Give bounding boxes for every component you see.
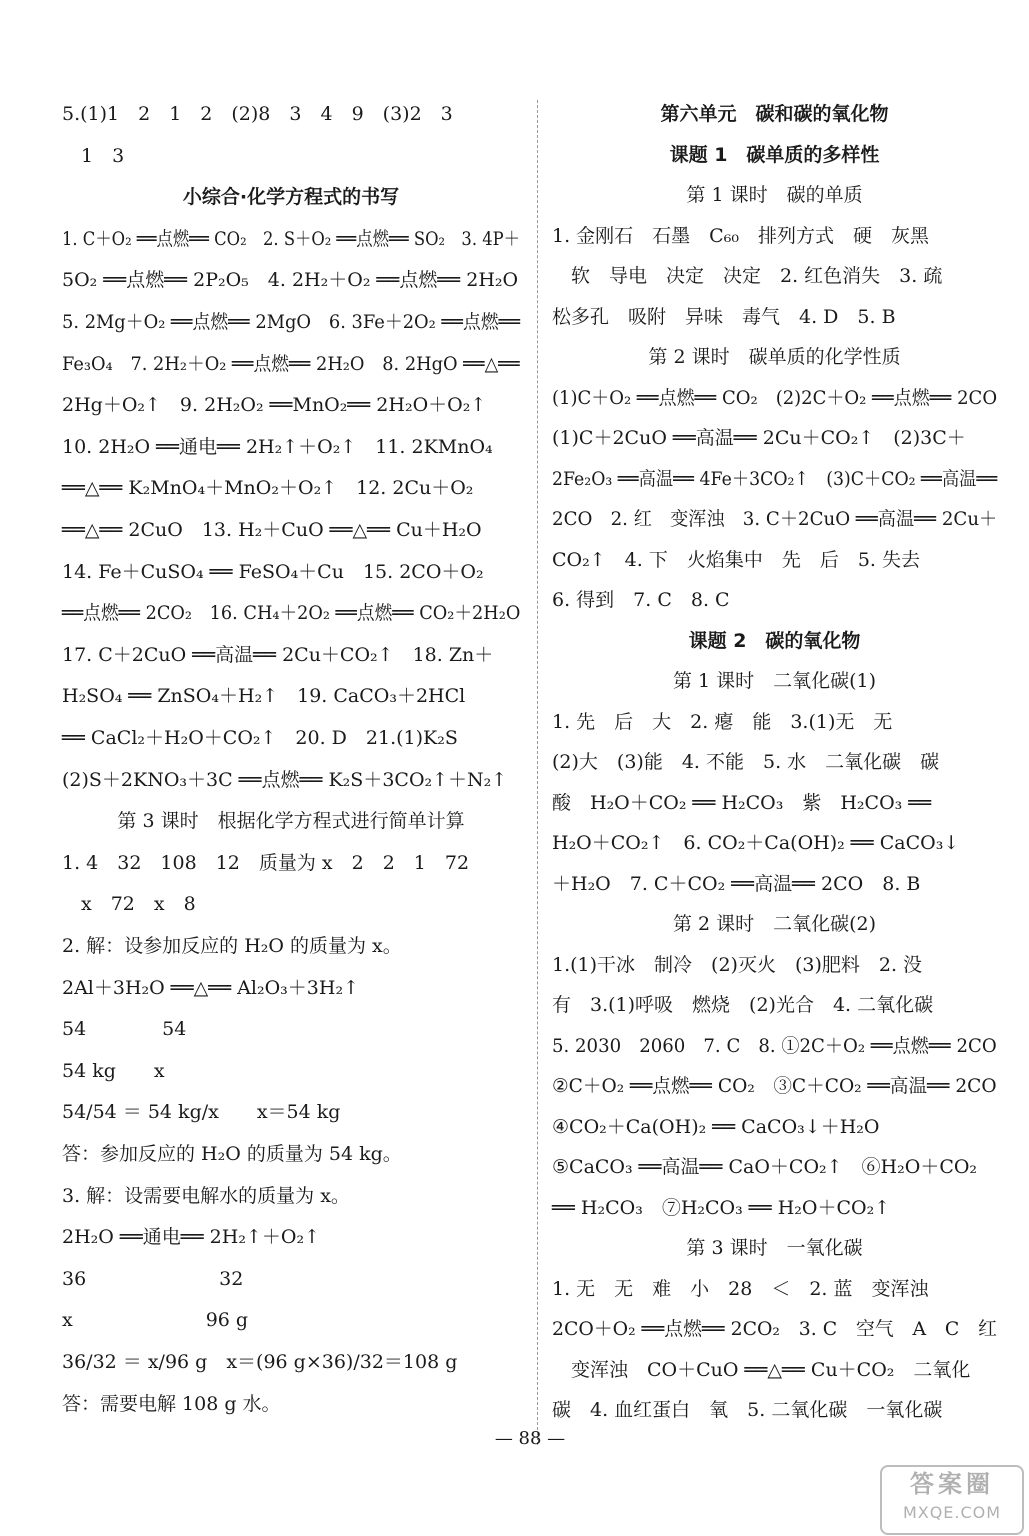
right-line: 变浑浊 CO＋CuO ══△══ Cu＋CO₂ 二氧化 bbox=[552, 1358, 971, 1381]
left-line: 1 3 bbox=[62, 144, 125, 167]
right-line: 第 1 课时 碳的单质 bbox=[686, 184, 863, 206]
left-line: Fe₃O₄ 7. 2H₂＋O₂ ══点燃══ 2H₂O 8. 2HgO ══△══ bbox=[62, 352, 520, 375]
right-line: (1)C＋O₂ ══点燃══ CO₂ (2)2C＋O₂ ══点燃══ 2CO bbox=[552, 386, 998, 409]
left-line: x 96 g bbox=[62, 1309, 249, 1332]
right-line: ④CO₂＋Ca(OH)₂ ══ CaCO₃↓＋H₂O bbox=[552, 1115, 880, 1138]
right-line: 软 导电 决定 决定 2. 红色消失 3. 疏 bbox=[552, 265, 943, 287]
left-line: 54 54 bbox=[62, 1018, 187, 1041]
left-line: 5.(1)1 2 1 2 (2)8 3 4 9 (3)2 3 bbox=[62, 103, 453, 125]
left-line: 第 3 课时 根据化学方程式进行简单计算 bbox=[117, 810, 465, 833]
left-line: 答：参加反应的 H₂O 的质量为 54 kg。 bbox=[62, 1143, 402, 1165]
watermark-logo bbox=[880, 1465, 1024, 1535]
right-line: 1. 金刚石 石墨 C₆₀ 排列方式 硬 灰黑 bbox=[552, 224, 929, 247]
right-line: 第六单元 碳和碳的氧化物 bbox=[660, 103, 889, 125]
left-line: 36 32 bbox=[62, 1267, 244, 1290]
left-line: 54/54 ＝ 54 kg/x x＝54 kg bbox=[62, 1101, 341, 1124]
right-line: 碳 4. 血红蛋白 氧 5. 二氧化碳 一氧化碳 bbox=[552, 1399, 943, 1421]
left-line: 1. C＋O₂ ══点燃══ CO₂ 2. S＋O₂ ══点燃══ SO₂ 3. 4P＋ bbox=[62, 227, 520, 250]
right-line: 1. 无 无 难 小 28 ＜ 2. 蓝 变浑浊 bbox=[552, 1277, 929, 1300]
right-line: 2CO＋O₂ ══点燃══ 2CO₂ 3. C 空气 A C 红 bbox=[552, 1318, 997, 1340]
left-line: 3. 解：设需要电解水的质量为 x。 bbox=[62, 1184, 350, 1207]
right-line: (1)C＋2CuO ══高温══ 2Cu＋CO₂↑ (2)3C＋ bbox=[552, 427, 966, 449]
left-line: 10. 2H₂O ══通电══ 2H₂↑＋O₂↑ 11. 2KMnO₄ bbox=[62, 435, 493, 458]
left-line: 5O₂ ══点燃══ 2P₂O₅ 4. 2H₂＋O₂ ══点燃══ 2H₂O bbox=[62, 269, 519, 292]
left-line: 2Hg＋O₂↑ 9. 2H₂O₂ ══MnO₂══ 2H₂O＋O₂↑ bbox=[62, 394, 487, 417]
right-line: 松多孔 吸附 异味 毒气 4. D 5. B bbox=[552, 305, 896, 328]
left-line: ══ CaCl₂＋H₂O＋CO₂↑ 20. D 21.(1)K₂S bbox=[62, 727, 458, 749]
right-line: 课题 1 碳单质的多样性 bbox=[669, 143, 880, 166]
right-line: 酸 H₂O＋CO₂ ══ H₂CO₃ 紫 H₂CO₃ ══ bbox=[552, 791, 932, 814]
left-line: 小综合·化学方程式的书写 bbox=[182, 186, 400, 209]
column-divider bbox=[537, 100, 538, 1445]
right-line: 第 2 课时 碳单质的化学性质 bbox=[648, 346, 901, 368]
watermark-text: 答案圈 bbox=[910, 1470, 994, 1498]
left-line: 答：需要电解 108 g 水。 bbox=[62, 1392, 281, 1415]
right-line: 第 3 课时 一氧化碳 bbox=[686, 1237, 863, 1259]
right-line: ⑤CaCO₃ ══高温══ CaO＋CO₂↑ ⑥H₂O＋CO₂ bbox=[552, 1156, 978, 1178]
left-line: 2H₂O ══通电══ 2H₂↑＋O₂↑ bbox=[62, 1226, 320, 1249]
left-line: (2)S＋2KNO₃＋3C ══点燃══ K₂S＋3CO₂↑＋N₂↑ bbox=[62, 768, 508, 791]
watermark-url: MXQE.COM bbox=[902, 1503, 1002, 1522]
left-line: x 72 x 8 bbox=[62, 893, 196, 916]
right-line: 课题 2 碳的氧化物 bbox=[688, 629, 861, 652]
left-line: 17. C＋2CuO ══高温══ 2Cu＋CO₂↑ 18. Zn＋ bbox=[62, 643, 494, 666]
right-line: ＋H₂O 7. C＋CO₂ ══高温══ 2CO 8. B bbox=[552, 872, 921, 895]
right-line: 有 3.(1)呼吸 燃烧 (2)光合 4. 二氧化碳 bbox=[552, 994, 934, 1016]
left-line: 36/32 ＝ x/96 g x＝(96 g×36)/32＝108 g bbox=[62, 1351, 458, 1373]
left-line: 14. Fe＋CuSO₄ ══ FeSO₄＋Cu 15. 2CO＋O₂ bbox=[62, 560, 484, 583]
right-line: 2Fe₂O₃ ══高温══ 4Fe＋3CO₂↑ (3)C＋CO₂ ══高温══ bbox=[552, 467, 998, 490]
right-line: 6. 得到 7. C 8. C bbox=[552, 589, 730, 611]
right-line: ②C＋O₂ ══点燃══ CO₂ ③C＋CO₂ ══高温══ 2CO bbox=[552, 1075, 997, 1097]
right-line: ══ H₂CO₃ ⑦H₂CO₃ ══ H₂O＋CO₂↑ bbox=[552, 1196, 891, 1219]
right-line: 第 1 课时 二氧化碳(1) bbox=[672, 670, 877, 692]
left-line: ══点燃══ 2CO₂ 16. CH₄＋2O₂ ══点燃══ CO₂＋2H₂O bbox=[62, 602, 521, 625]
right-line: 1. 先 后 大 2. 瘪 能 3.(1)无 无 bbox=[552, 710, 893, 733]
right-line: 1.(1)干冰 制冷 (2)灭火 (3)肥料 2. 没 bbox=[552, 953, 923, 976]
page-number: — 88 — bbox=[494, 1428, 566, 1449]
left-line: 1. 4 32 108 12 质量为 x 2 2 1 72 bbox=[62, 851, 470, 874]
left-line: ══△══ K₂MnO₄＋MnO₂＋O₂↑ 12. 2Cu＋O₂ bbox=[62, 477, 474, 500]
right-line: CO₂↑ 4. 下 火焰集中 先 后 5. 失去 bbox=[552, 548, 920, 571]
left-line: 2. 解：设参加反应的 H₂O 的质量为 x。 bbox=[62, 935, 402, 957]
right-line: (2)大 (3)能 4. 不能 5. 水 二氧化碳 碳 bbox=[552, 751, 940, 773]
left-line: ══△══ 2CuO 13. H₂＋CuO ══△══ Cu＋H₂O bbox=[62, 519, 482, 541]
right-line: 5. 2030 2060 7. C 8. ①2C＋O₂ ══点燃══ 2CO bbox=[552, 1034, 997, 1057]
left-line: H₂SO₄ ══ ZnSO₄＋H₂↑ 19. CaCO₃＋2HCl bbox=[62, 685, 466, 708]
right-line: H₂O＋CO₂↑ 6. CO₂＋Ca(OH)₂ ══ CaCO₃↓ bbox=[552, 832, 960, 854]
left-line: 54 kg x bbox=[62, 1059, 165, 1082]
right-line: 2CO 2. 红 变浑浊 3. C＋2CuO ══高温══ 2Cu＋ bbox=[552, 508, 998, 530]
right-line: 第 2 课时 二氧化碳(2) bbox=[672, 913, 877, 935]
left-line: 5. 2Mg＋O₂ ══点燃══ 2MgO 6. 3Fe＋2O₂ ══点燃══ bbox=[62, 311, 521, 333]
left-line: 2Al＋3H₂O ══△══ Al₂O₃＋3H₂↑ bbox=[62, 976, 359, 999]
